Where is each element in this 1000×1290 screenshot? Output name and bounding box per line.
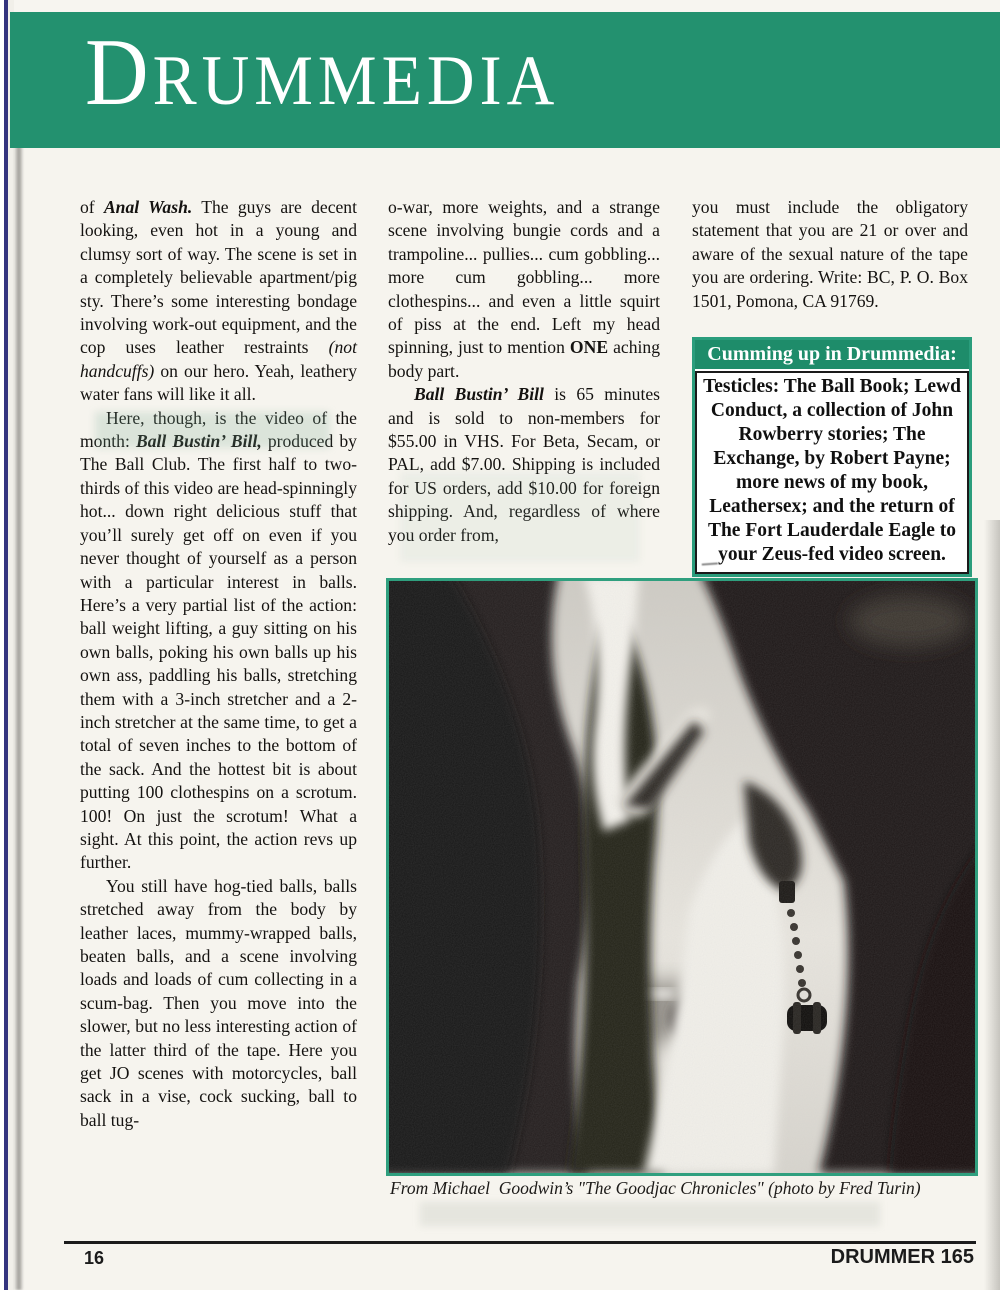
text-column-3 bbox=[692, 196, 968, 313]
scan-edge-right-shade bbox=[984, 520, 1000, 1290]
paragraph: you must include the obligatory statement that you are 21 or over and aware of the sexual nature of the tape you are ordering. Write: BC, P. O. Box 1501, Pomona, CA 91769. bbox=[692, 197, 968, 311]
section-header-band bbox=[10, 12, 1000, 148]
paragraph: o-war, more weights, and a strange scene involving bungie cords and a trampoline... pullies... cum gobbling... more cum gobbling... more clothespins... and even a little squirt of piss at the end. Left my head spinning, just to mention ONE aching body part. bbox=[388, 197, 660, 381]
footer-magazine-title: DRUMMER 165 bbox=[830, 1246, 974, 1268]
page-title-rest: RUMMEDIA bbox=[152, 41, 560, 120]
text-column-1 bbox=[80, 196, 357, 1132]
footer-rule bbox=[64, 1241, 976, 1244]
paragraph: Here, though, is the video of the month: Ball Bustin’ Bill, produced by The Ball Club. The first half to two-thirds of this video are head-spinningly hot... down right delicious stuff that you’ll surely get off on even if you never thought of yourself as a person with a particular interest in balls. Here’s a very partial list of the action: ball weight lifting, a guy sitting on his own balls, poking his own balls up his own ass, paddling his balls, stretching them with a 3-inch stretcher and a 2-inch stretcher at the same time, to get a total of seven inches to the bottom of the sack. And the hottest bit is about putting 100 clothespins on a scrotum. 100! On just the scrotum! What a sight. At this point, the action revs up further. bbox=[80, 407, 357, 873]
upcoming-box bbox=[692, 337, 972, 577]
text-column-2 bbox=[388, 196, 660, 547]
paragraph: You still have hog-tied balls, balls stretched away from the body by leather laces, mummy-wrapped balls, beaten balls, and a scene involving loads and loads of cum collecting in a scum-bag. Then you move into the slower, but no less interesting action of the latter third of the tape. Here you get JO scenes with motorcycles, ball sack in a vise, cock sucking, ball to ball tug- bbox=[80, 875, 357, 1130]
upcoming-box-header: Cumming up in Drummedia: bbox=[695, 340, 969, 371]
photo bbox=[386, 578, 978, 1176]
paragraph: Ball Bustin’ Bill is 65 minutes and is sold to non-members for $55.00 in VHS. For Beta, Secam, or PAL, add $7.00. Shipping is included for US orders, add $10.00 for foreign shipping. And, regardless of where you order from, bbox=[388, 384, 660, 545]
footer-page-number: 16 bbox=[84, 1248, 105, 1268]
scan-bleed-artifact bbox=[420, 1202, 880, 1226]
page-title bbox=[85, 20, 560, 126]
page-title-initial: D bbox=[85, 20, 153, 126]
paragraph: of Anal Wash. The guys are decent looking, even hot in a young and clumsy sort of way. The scene is set in a completely believable apartment/pig sty. There’s some interesting bondage involving work-out equipment, and the cop uses leather restraints (not handcuffs) on our hero. Yeah, leathery water fans will like it all. bbox=[80, 197, 357, 405]
scan-edge-top bbox=[0, 0, 1000, 12]
photo-caption: From Michael Goodwin’s "The Goodjac Chronicles" (photo by Fred Turin) bbox=[390, 1178, 921, 1198]
pen-mark-artifact bbox=[702, 562, 719, 571]
scan-gutter-shadow bbox=[14, 18, 23, 1290]
photo-artwork bbox=[389, 581, 975, 1173]
upcoming-box-body: Testicles: The Ball Book; Lewd Conduct, a collection of John Rowberry stories; The Exchange, by Robert Payne; more news of my book, Leathersex; and the return of The Fort Lauderdale Eagle to your Zeus-fed video screen. bbox=[695, 371, 969, 574]
